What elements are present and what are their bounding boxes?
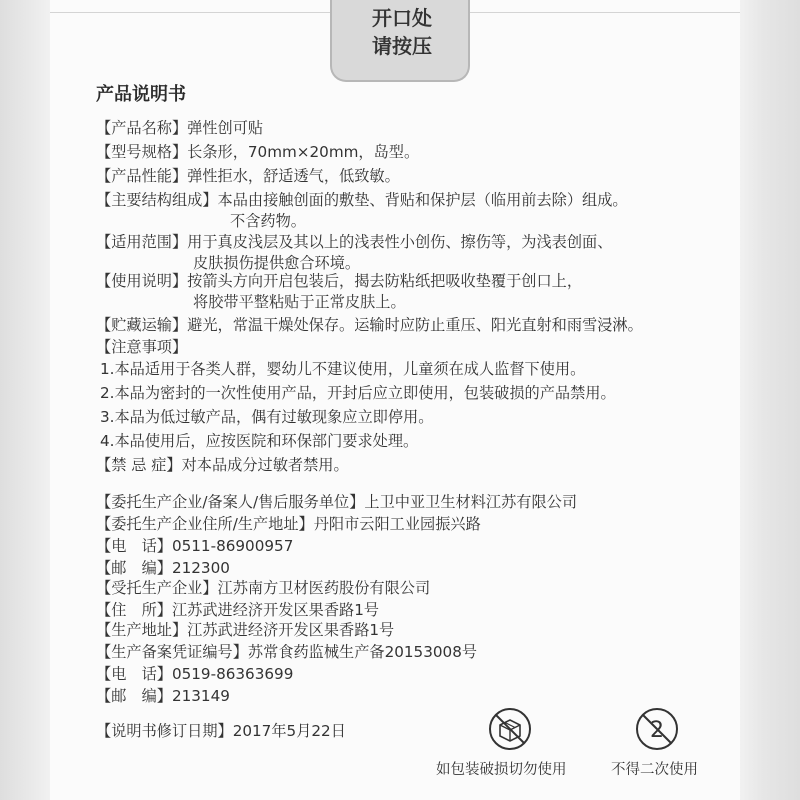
precautions-heading: 【注意事项】 (96, 338, 188, 356)
model-spec-line: 【型号规格】长条形，70mm×20mm，岛型。 (96, 143, 420, 161)
damaged-package-icon (487, 706, 533, 752)
application-scope-line-cont: 皮肤损伤提供愈合环境。 (193, 254, 361, 272)
damaged-package-caption: 如包装破损切勿使用 (436, 762, 567, 778)
revision-date-line: 【说明书修订日期】2017年5月22日 (96, 722, 346, 740)
product-name-line: 【产品名称】弹性创可贴 (96, 119, 264, 137)
composition-line: 【主要结构组成】本品由接触创面的敷垫、背贴和保护层（临用前去除）组成。 (96, 191, 628, 209)
contraindication-line: 【禁 忌 症】对本品成分过敏者禁用。 (96, 456, 349, 474)
page-title: 产品说明书 (96, 84, 186, 105)
precaution-item: 3.本品为低过敏产品，偶有过敏现象应立即停用。 (100, 408, 434, 426)
storage-line: 【贮藏运输】避光，常温干燥处保存。运输时应防止重压、阳光直射和雨雪浸淋。 (96, 316, 643, 334)
tab-label-line1: 开口处 (372, 6, 432, 30)
precaution-item: 4.本品使用后，应按医院和环保部门要求处理。 (100, 432, 419, 450)
precaution-item: 1.本品适用于各类人群，婴幼儿不建议使用，儿童须在成人监督下使用。 (100, 360, 586, 378)
postcode-line: 【邮 编】212300 (96, 559, 230, 577)
single-use-caption: 不得二次使用 (611, 762, 698, 778)
phone-line: 【电 话】0511-86900957 (96, 537, 294, 555)
reuse-glyph: 2 (650, 718, 664, 743)
tab-label-line2: 请按压 (372, 34, 432, 58)
composition-line-cont: 不含药物。 (230, 212, 306, 230)
production-address-line: 【生产地址】江苏武进经济开发区果香路1号 (96, 621, 395, 639)
precaution-item: 2.本品为密封的一次性使用产品，开封后应立即使用，包装破损的产品禁用。 (100, 384, 616, 402)
record-certificate-line: 【生产备案凭证编号】苏常食药监械生产备20153008号 (96, 643, 478, 661)
contract-manufacturer-line: 【受托生产企业】江苏南方卫材医药股份有限公司 (96, 579, 431, 597)
carton-edge-left (0, 0, 50, 800)
performance-line: 【产品性能】弹性拒水，舒适透气，低致敏。 (96, 167, 400, 185)
usage-line: 【使用说明】按箭头方向开启包装后，揭去防粘纸把吸收垫覆于创口上， (96, 272, 582, 290)
residence-line: 【住 所】江苏武进经济开发区果香路1号 (96, 601, 380, 619)
open-here-tab[interactable] (330, 0, 470, 82)
phone-line-2: 【电 话】0519-86363699 (96, 665, 294, 683)
entrusting-company-line: 【委托生产企业/备案人/售后服务单位】上卫中亚卫生材料江苏有限公司 (96, 493, 578, 511)
application-scope-line: 【适用范围】用于真皮浅层及其以上的浅表性小创伤、擦伤等，为浅表创面、 (96, 233, 613, 251)
carton-edge-right (740, 0, 800, 800)
usage-line-cont: 将胶带平整粘贴于正常皮肤上。 (193, 293, 406, 311)
postcode-line-2: 【邮 编】213149 (96, 687, 230, 705)
entrusting-address-line: 【委托生产企业住所/生产地址】丹阳市云阳工业园振兴路 (96, 515, 481, 533)
do-not-reuse-icon (634, 706, 680, 752)
